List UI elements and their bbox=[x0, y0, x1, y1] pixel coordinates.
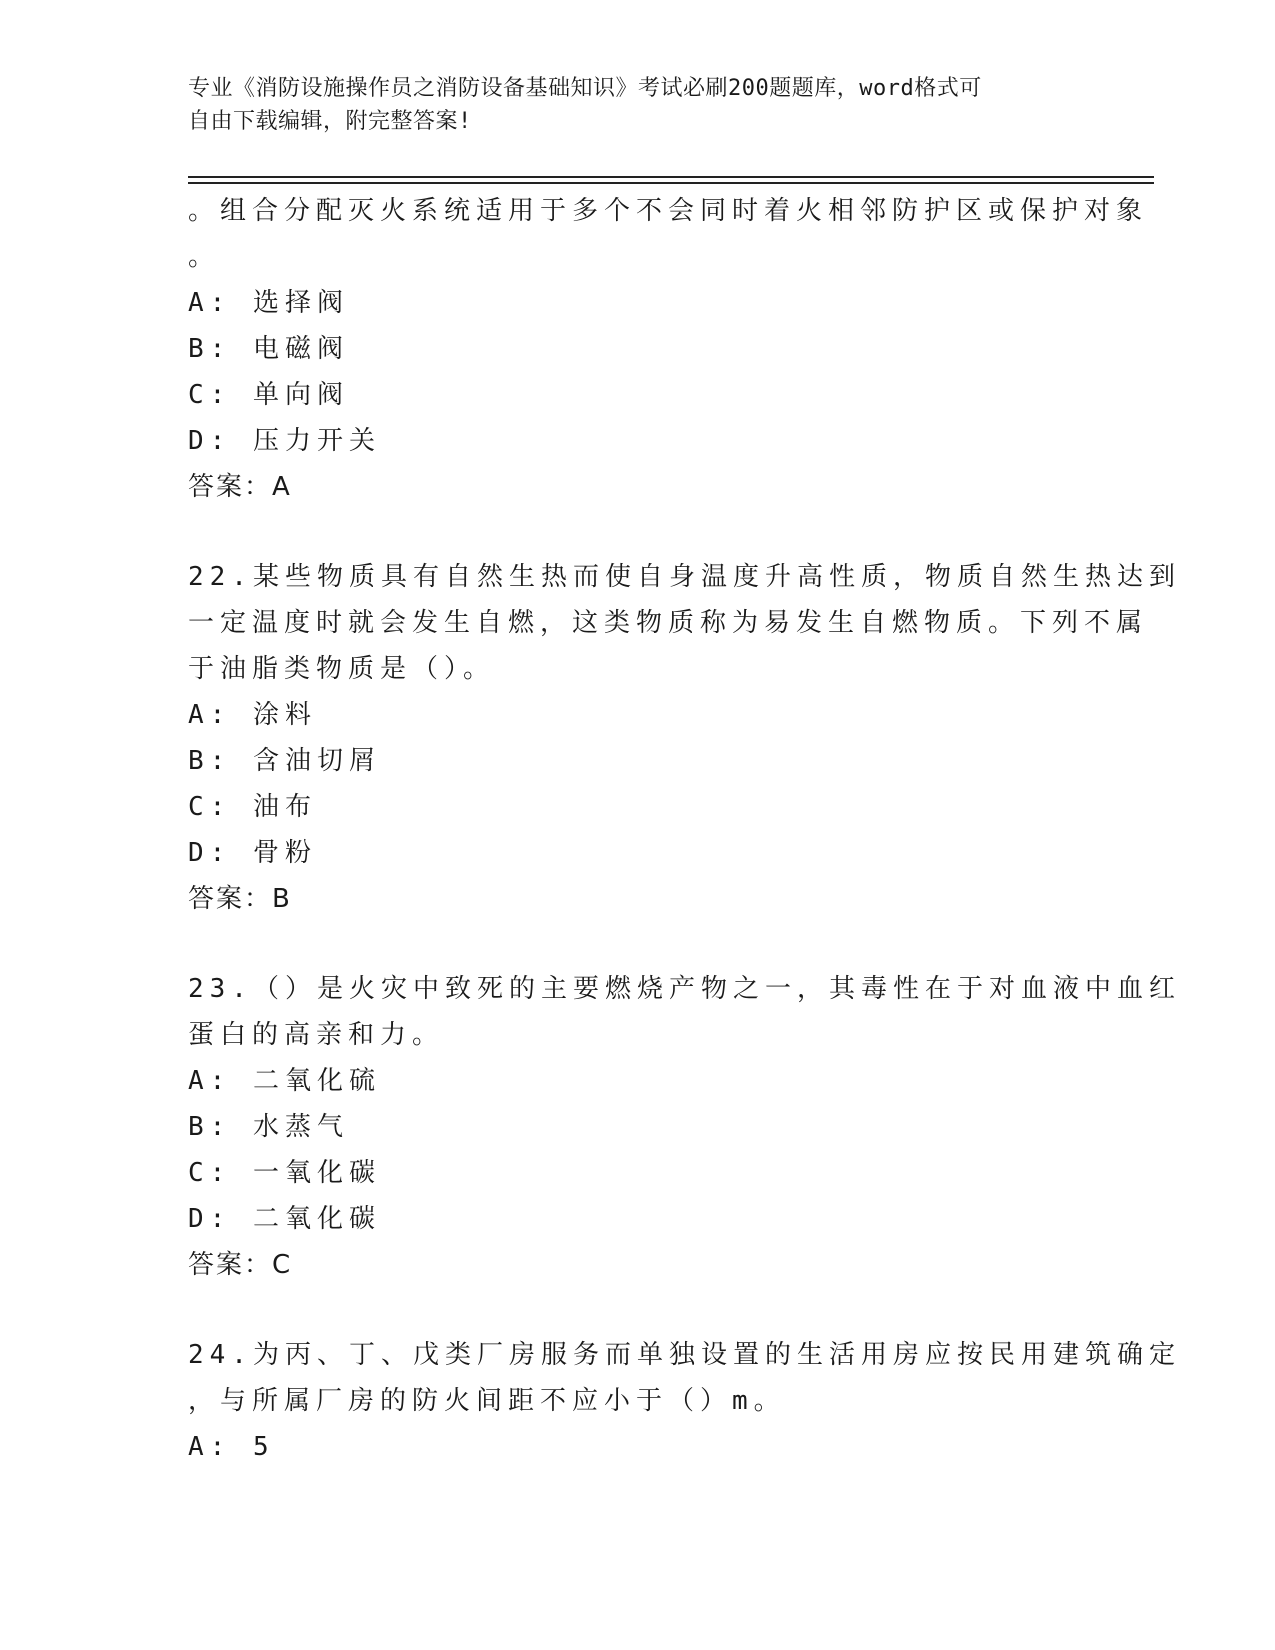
option-d: D: 骨粉 bbox=[188, 838, 317, 868]
option-a: A: 涂料 bbox=[188, 700, 317, 730]
header-line-1: 专业《消防设施操作员之消防设备基础知识》考试必刷200题题库，word格式可 bbox=[188, 76, 982, 101]
question-text-line: 。组合分配灭火系统适用于多个不会同时着火相邻防护区或保护对象 bbox=[188, 196, 1149, 226]
option-a: A: 5 bbox=[188, 1432, 275, 1462]
question-text-line: 于油脂类物质是（）。 bbox=[188, 654, 496, 684]
option-c: C: 单向阀 bbox=[188, 380, 349, 410]
question-23 bbox=[188, 966, 1181, 1288]
document-header bbox=[188, 72, 1068, 138]
option-c: C: 一氧化碳 bbox=[188, 1158, 381, 1188]
question-list bbox=[188, 188, 1181, 1470]
option-d: D: 二氧化碳 bbox=[188, 1204, 381, 1234]
header-divider-top bbox=[188, 176, 1154, 178]
option-d: D: 压力开关 bbox=[188, 426, 381, 456]
option-b: B: 含油切屑 bbox=[188, 746, 381, 776]
answer-line: 答案：A bbox=[188, 472, 292, 502]
option-b: B: 水蒸气 bbox=[188, 1112, 349, 1142]
question-text-line: 蛋白的高亲和力。 bbox=[188, 1020, 445, 1050]
option-b: B: 电磁阀 bbox=[188, 334, 349, 364]
option-c: C: 油布 bbox=[188, 792, 317, 822]
option-a: A: 选择阀 bbox=[188, 288, 349, 318]
question-text-line: 22.某些物质具有自然生热而使自身温度升高性质，物质自然生热达到 bbox=[188, 562, 1181, 592]
answer-line: 答案：C bbox=[188, 1250, 293, 1280]
question-21 bbox=[188, 188, 1149, 510]
question-22 bbox=[188, 554, 1181, 922]
option-a: A: 二氧化硫 bbox=[188, 1066, 381, 1096]
question-text-line: 。 bbox=[188, 242, 221, 272]
header-line-2: 自由下载编辑，附完整答案! bbox=[188, 109, 472, 134]
question-text-line: 24.为丙、丁、戊类厂房服务而单独设置的生活用房应按民用建筑确定 bbox=[188, 1340, 1181, 1370]
answer-line: 答案：B bbox=[188, 884, 292, 914]
header-divider-bottom bbox=[188, 182, 1154, 184]
question-24 bbox=[188, 1332, 1181, 1470]
question-text-line: 23.（）是火灾中致死的主要燃烧产物之一，其毒性在于对血液中血红 bbox=[188, 974, 1181, 1004]
question-text-line: ，与所属厂房的防火间距不应小于（）m。 bbox=[188, 1386, 786, 1416]
question-text-line: 一定温度时就会发生自燃，这类物质称为易发生自燃物质。下列不属 bbox=[188, 608, 1149, 638]
